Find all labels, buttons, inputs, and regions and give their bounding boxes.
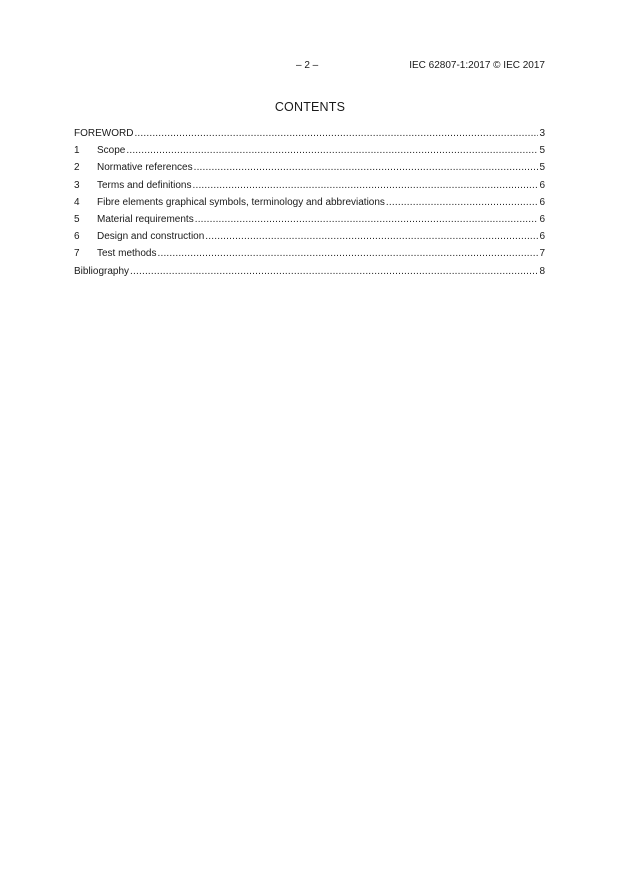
toc-entry-title: Fibre elements graphical symbols, terminology and abbreviations	[97, 196, 385, 208]
toc-entry-page: 6	[539, 179, 545, 191]
toc-entry-page: 3	[539, 128, 545, 139]
toc-entry-title: Normative references	[97, 162, 193, 174]
toc-entry-title: Material requirements	[97, 213, 194, 225]
toc-entry-material-requirements[interactable]	[74, 211, 545, 228]
toc-entry-title: Test methods	[97, 248, 157, 260]
toc-entry-foreword[interactable]	[74, 125, 545, 142]
toc-entry-number: 7	[74, 248, 80, 260]
toc-entry-page: 8	[539, 265, 545, 277]
page-number: – 2 –	[296, 60, 319, 71]
toc-leader-dots	[205, 228, 538, 245]
toc-entry-number: 6	[74, 231, 80, 243]
toc-entry-number: 5	[74, 213, 80, 225]
toc-entry-design-and-construction[interactable]	[74, 228, 545, 245]
toc-entry-page: 6	[539, 231, 545, 243]
toc-entry-page: 6	[539, 213, 545, 225]
toc-entry-terms-and-definitions[interactable]	[74, 177, 545, 194]
page-header	[0, 60, 620, 74]
toc-leader-dots	[126, 142, 538, 159]
toc-entry-test-methods[interactable]	[74, 245, 545, 262]
toc-entry-title: Terms and definitions	[97, 179, 192, 191]
toc-leader-dots	[194, 159, 539, 176]
toc-leader-dots	[134, 125, 538, 142]
toc-entry-page: 5	[539, 145, 545, 157]
toc-entry-title: Scope	[97, 145, 126, 157]
toc-leader-dots	[130, 263, 538, 280]
toc-entry-page: 6	[539, 196, 545, 208]
toc-entry-fibre-elements-symbols[interactable]	[74, 194, 545, 211]
toc-entry-number: 3	[74, 179, 80, 191]
toc-entry-number: 1	[74, 145, 80, 157]
toc-entry-title: FOREWORD	[74, 128, 134, 139]
contents-heading: CONTENTS	[274, 100, 346, 114]
toc-leader-dots	[386, 194, 539, 211]
toc-entry-title: Bibliography	[74, 265, 130, 277]
toc-entry-number: 4	[74, 196, 80, 208]
toc-leader-dots	[195, 211, 539, 228]
document-reference: IEC 62807-1:2017 © IEC 2017	[409, 60, 545, 71]
table-of-contents	[74, 125, 545, 280]
toc-entry-normative-references[interactable]	[74, 159, 545, 176]
toc-entry-page: 5	[539, 162, 545, 174]
toc-entry-bibliography[interactable]	[74, 263, 545, 280]
toc-entry-page: 7	[539, 248, 545, 260]
toc-entry-title: Design and construction	[97, 231, 205, 243]
toc-entry-scope[interactable]	[74, 142, 545, 159]
toc-entry-number: 2	[74, 162, 80, 174]
toc-leader-dots	[157, 245, 538, 262]
toc-leader-dots	[193, 177, 539, 194]
